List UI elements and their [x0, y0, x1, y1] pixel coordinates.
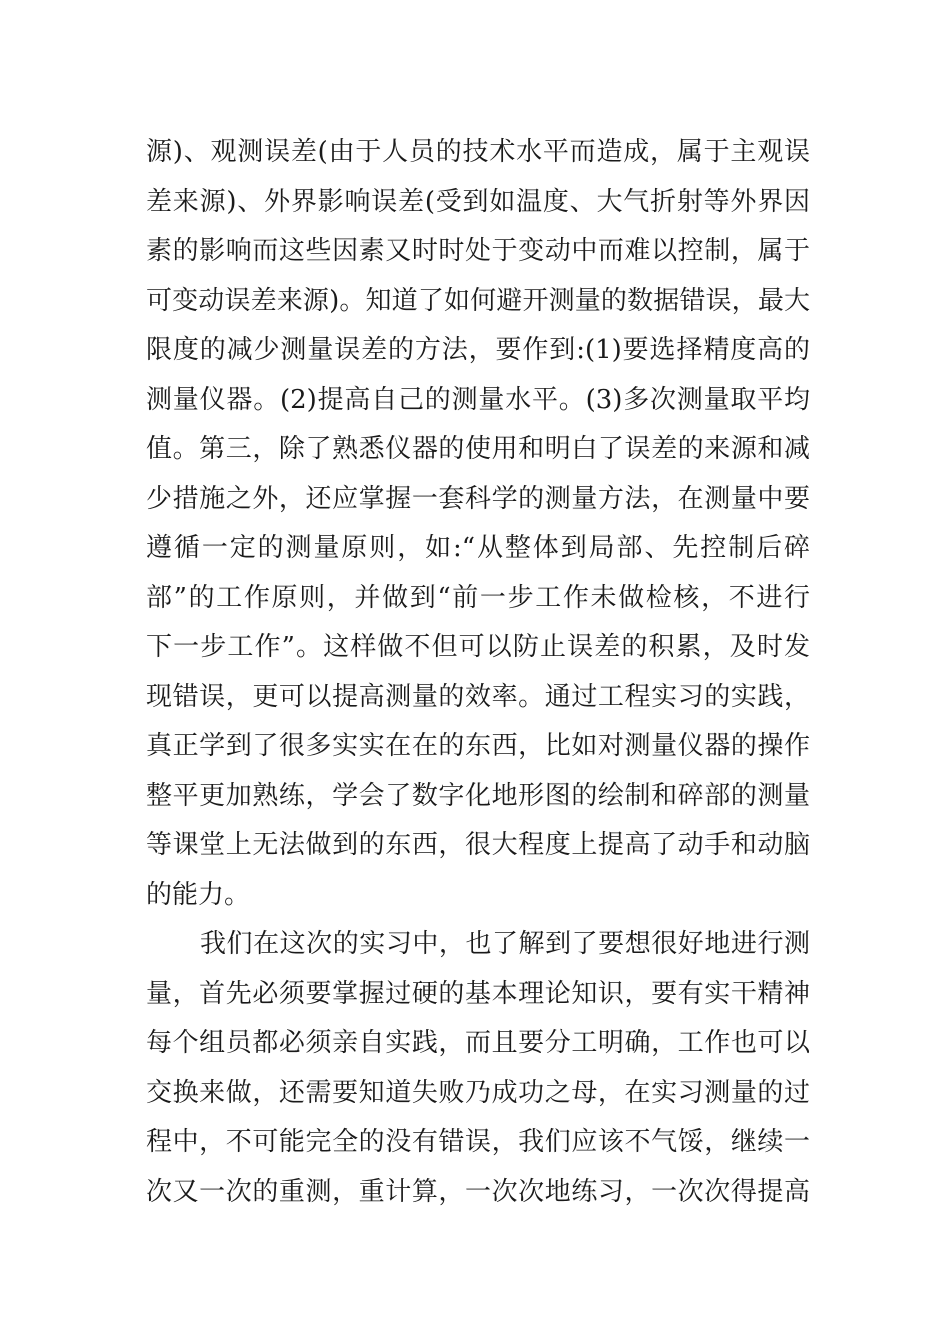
text-line: 素的影响而这些因素又时时处于变动中而难以控制，属于	[146, 236, 810, 266]
text-line: 量，首先必须要掌握过硬的基本理论知识，要有实干精神	[146, 978, 810, 1009]
text-line: 程中，不可能完全的没有错误，我们应该不气馁，继续一	[146, 1127, 810, 1157]
text-line: 我们在这次的实习中，也了解到了要想很好地进行测	[200, 929, 810, 959]
paragraph-2	[146, 920, 810, 1217]
text-line: 的能力。	[146, 879, 251, 910]
text-line: 测量仪器。(2)提高自己的测量水平。(3)多次测量取平均	[146, 384, 810, 415]
text-line: 现错误，更可以提高测量的效率。通过工程实习的实践，	[146, 681, 810, 712]
text-line: 差来源)、外界影响误差(受到如温度、大气折射等外界因	[146, 186, 810, 217]
text-line: 整平更加熟练，学会了数字化地形图的绘制和碎部的测量	[146, 780, 810, 811]
text-line: 遵循一定的测量原则，如:“从整体到局部、先控制后碎	[146, 533, 810, 563]
text-line: 交换来做，还需要知道失败乃成功之母，在实习测量的过	[146, 1077, 810, 1108]
text-line: 每个组员都必须亲自实践，而且要分工明确，工作也可以	[146, 1028, 810, 1058]
text-line: 限度的减少测量误差的方法，要作到:(1)要选择精度高的	[146, 335, 810, 365]
paragraph-1	[146, 128, 810, 920]
text-line: 少措施之外，还应掌握一套科学的测量方法，在测量中要	[146, 483, 810, 514]
text-line: 值。第三，除了熟悉仪器的使用和明白了误差的来源和减	[146, 434, 810, 464]
text-line: 下一步工作”。这样做不但可以防止误差的积累，及时发	[146, 632, 810, 662]
text-line: 部”的工作原则，并做到“前一步工作未做检核，不进行	[146, 582, 810, 613]
document-body	[146, 128, 810, 1217]
text-line: 源)、观测误差(由于人员的技术水平而造成，属于主观误	[146, 137, 810, 167]
text-line: 等课堂上无法做到的东西，很大程度上提高了动手和动脑	[146, 830, 810, 860]
text-line: 次又一次的重测，重计算，一次次地练习，一次次得提高	[146, 1176, 810, 1207]
text-line: 可变动误差来源)。知道了如何避开测量的数据错误，最大	[146, 285, 810, 316]
text-line: 真正学到了很多实实在在的东西，比如对测量仪器的操作	[146, 731, 810, 761]
